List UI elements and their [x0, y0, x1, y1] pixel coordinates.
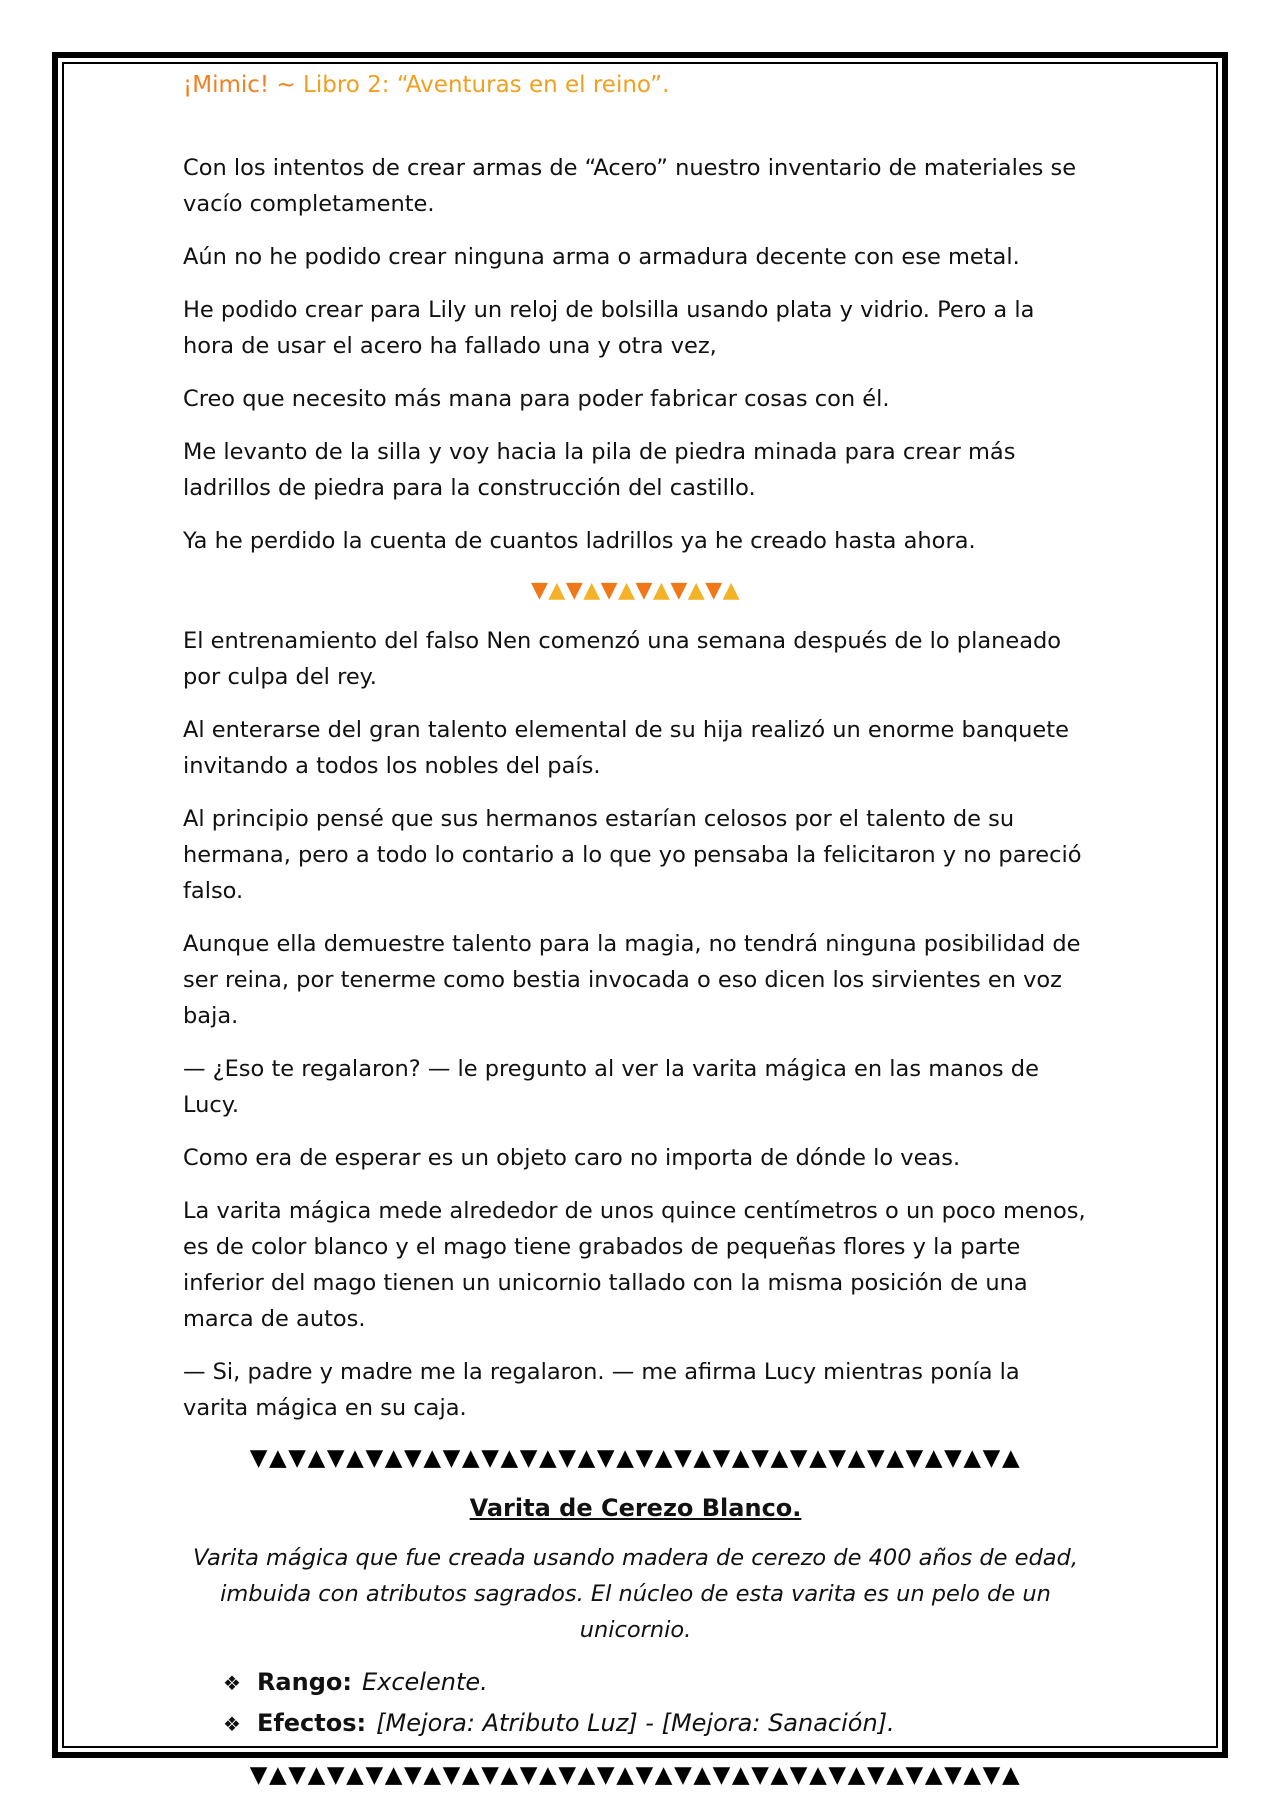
- item-box-divider-top: ▼▲▼▲▼▲▼▲▼▲▼▲▼▲▼▲▼▲▼▲▼▲▼▲▼▲▼▲▼▲▼▲▼▲▼▲▼▲▼▲: [249, 1445, 1022, 1471]
- paragraph: Aunque ella demuestre talento para la magia, no tendrá ninguna posibilidad de ser reina, por tenerme como bestia invocada o eso dicen los sirvientes en voz baja.: [183, 931, 1081, 1029]
- paragraph: Al principio pensé que sus hermanos estarían celosos por el talento de su hermana, pero a todo lo contario a lo que yo pensaba la felicitaron y no pareció falso.: [183, 806, 1082, 904]
- paragraph: Aún no he podido crear ninguna arma o armadura decente con ese metal.: [183, 244, 1020, 270]
- diamond-bullet-icon: ❖: [223, 1671, 241, 1695]
- paragraph: Me levanto de la silla y voy hacia la pila de piedra minada para crear más ladrillos de piedra para la construcción del castillo.: [183, 439, 1016, 501]
- paragraph: — Si, padre y madre me la regalaron. — me afirma Lucy mientras ponía la varita mágica en su caja.: [183, 1359, 1020, 1421]
- item-stat-effects: [223, 1703, 1088, 1744]
- paragraph: El entrenamiento del falso Nen comenzó una semana después de lo planeado por culpa del rey.: [183, 628, 1062, 690]
- item-title: Varita de Cerezo Blanco.: [469, 1494, 802, 1522]
- stat-label: Rango:: [256, 1668, 352, 1696]
- item-description: Varita mágica que fue creada usando madera de cerezo de 400 años de edad, imbuida con atributos sagrados. El núcleo de esta varita es un pelo de un unicornio.: [193, 1545, 1078, 1643]
- diamond-bullet-icon: ❖: [223, 1712, 241, 1736]
- paragraph: — ¿Eso te regalaron? — le pregunto al ver la varita mágica en las manos de Lucy.: [183, 1056, 1039, 1118]
- stat-value: Excelente.: [361, 1668, 488, 1696]
- page-content: [183, 150, 1088, 1807]
- running-header: [183, 72, 669, 98]
- stat-value: [Mejora: Atributo Luz] - [Mejora: Sanación].: [376, 1709, 895, 1737]
- item-box-divider-bottom: ▼▲▼▲▼▲▼▲▼▲▼▲▼▲▼▲▼▲▼▲▼▲▼▲▼▲▼▲▼▲▼▲▼▲▼▲▼▲▼▲: [249, 1762, 1022, 1788]
- header-prefix: ¡Mimic! ~: [183, 72, 304, 98]
- item-stats-list: [223, 1662, 1088, 1744]
- paragraph: Con los intentos de crear armas de “Acero” nuestro inventario de materiales se vacío completamente.: [183, 155, 1077, 217]
- header-title: Libro 2: “Aventuras en el reino”.: [303, 72, 670, 98]
- item-stat-rank: [223, 1662, 1088, 1703]
- paragraph: Al enterarse del gran talento elemental de su hija realizó un enorme banquete invitando a todos los nobles del país.: [183, 717, 1069, 779]
- paragraph: He podido crear para Lily un reloj de bolsilla usando plata y vidrio. Pero a la hora de usar el acero ha fallado una y otra vez,: [183, 297, 1035, 359]
- paragraph: Ya he perdido la cuenta de cuantos ladrillos ya he creado hasta ahora.: [183, 528, 976, 554]
- scene-break-divider: ▼▲▼▲▼▲▼▲▼▲▼▲: [530, 578, 741, 603]
- paragraph: Como era de esperar es un objeto caro no importa de dónde lo veas.: [183, 1145, 961, 1171]
- paragraph: La varita mágica mede alrededor de unos quince centímetros o un poco menos, es de color blanco y el mago tiene grabados de pequeñas flores y la parte inferior del mago tienen un unicornio tallado con la misma posición de una marca de autos.: [183, 1198, 1086, 1332]
- paragraph: Creo que necesito más mana para poder fabricar cosas con él.: [183, 386, 890, 412]
- stat-label: Efectos:: [256, 1709, 367, 1737]
